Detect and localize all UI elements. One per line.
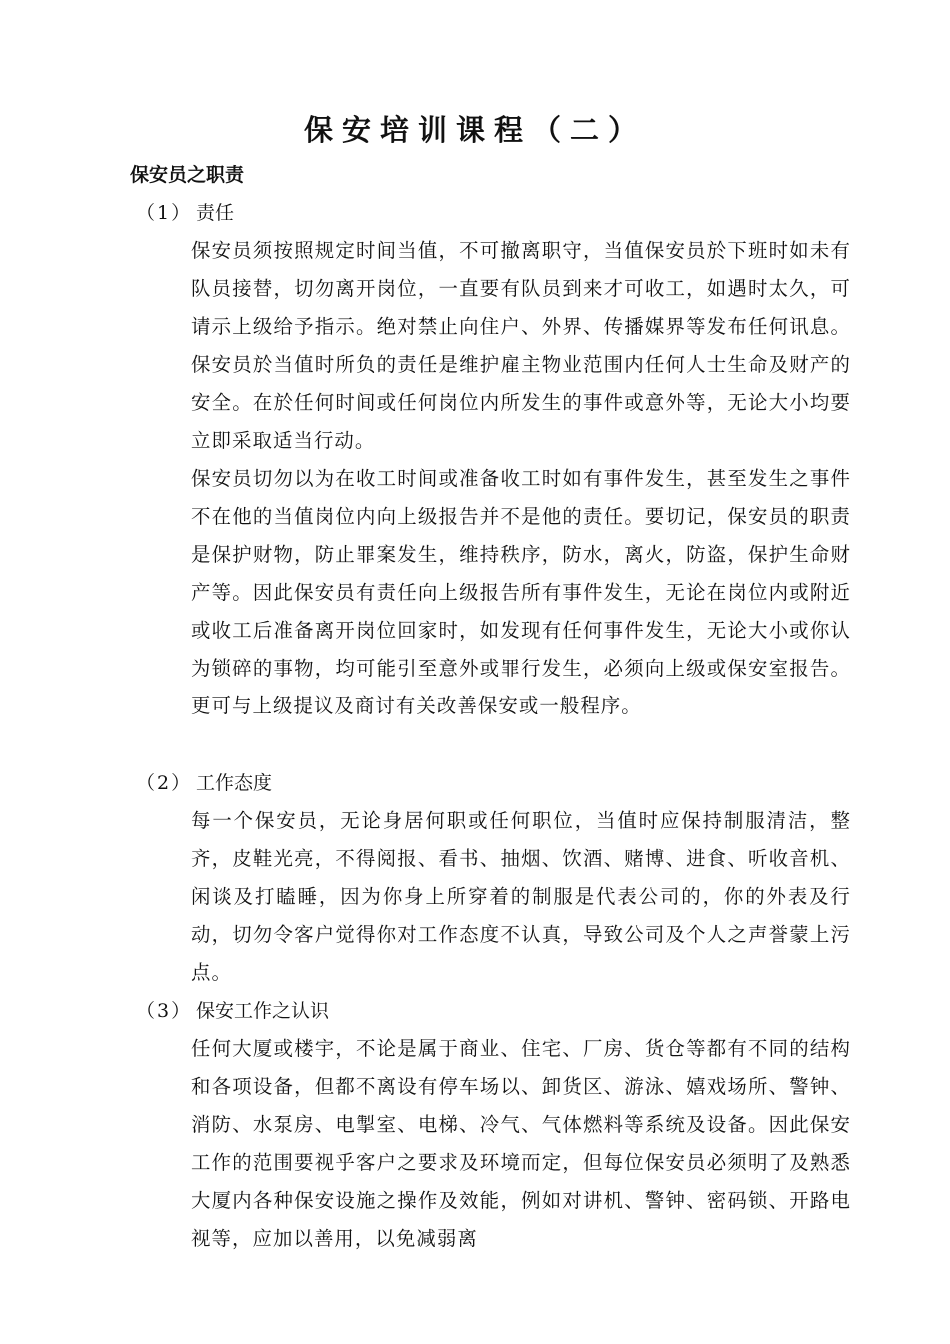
item-number: （1） (136, 202, 193, 224)
item-heading-responsibility (136, 196, 234, 230)
item-label: 保安工作之认识 (196, 1000, 330, 1022)
item-number: （3） (136, 1000, 193, 1022)
paragraph-security-knowledge: 任何大厦或楼宇，不论是属于商业、住宅、厂房、货仓等都有不同的结构和各项设备，但都不离设有停车场以、卸货区、游泳、嬉戏场所、警钟、消防、水泵房、电掣室、电梯、冷气、气体燃料等系统及设备。因此保安工作的范围要视乎客户之要求及环境而定，但每位保安员必须明了及熟悉大厦内各种保安设施之操作及效能，例如对讲机、警钟、密码锁、开路电视等，应加以善用，以免减弱离 (191, 1037, 851, 1250)
item-heading-security-knowledge (136, 994, 329, 1028)
item-label: 工作态度 (196, 772, 273, 794)
page-title: 保安培训课程（二） (303, 113, 646, 147)
paragraph-work-attitude: 每一个保安员，无论身居何职或任何职位，当值时应保持制服清洁，整齐，皮鞋光亮，不得阅报、看书、抽烟、饮酒、赌博、进食、听收音机、闲谈及打瞌睡，因为你身上所穿着的制服是代表公司的，你的外表及行动，切勿令客户觉得你对工作态度不认真，导致公司及个人之声誉蒙上污点。 (191, 809, 851, 984)
item-label: 责任 (196, 202, 235, 224)
item-heading-work-attitude (136, 766, 272, 800)
paragraph-responsibility-1: 保安员须按照规定时间当值，不可撤离职守，当值保安员於下班时如未有队员接替，切勿离开岗位，一直要有队员到来才可收工，如遇时太久，可请示上级给予指示。绝对禁止向住户、外界、传播媒界等发布任何讯息。保安员於当值时所负的责任是维护雇主物业范围内任何人士生命及财产的安全。在於任何时间或任何岗位内所发生的事件或意外等，无论大小均要立即采取适当行动。 (191, 239, 851, 452)
paragraph-responsibility-2: 保安员切勿以为在收工时间或准备收工时如有事件发生，甚至发生之事件不在他的当值岗位内向上级报告并不是他的责任。要切记，保安员的职责是保护财物，防止罪案发生，维持秩序，防水，离火，防盗，保护生命财产等。因此保安员有责任向上级报告所有事件发生，无论在岗位内或附近或收工后准备离开岗位回家时，如发现有任何事件发生，无论大小或你认为锁碎的事物，均可能引至意外或罪行发生，必须向上级或保安室报告。更可与上级提议及商讨有关改善保安或一般程序。 (191, 467, 851, 718)
item-number: （2） (136, 772, 193, 794)
section-heading: 保安员之职责 (130, 164, 245, 186)
